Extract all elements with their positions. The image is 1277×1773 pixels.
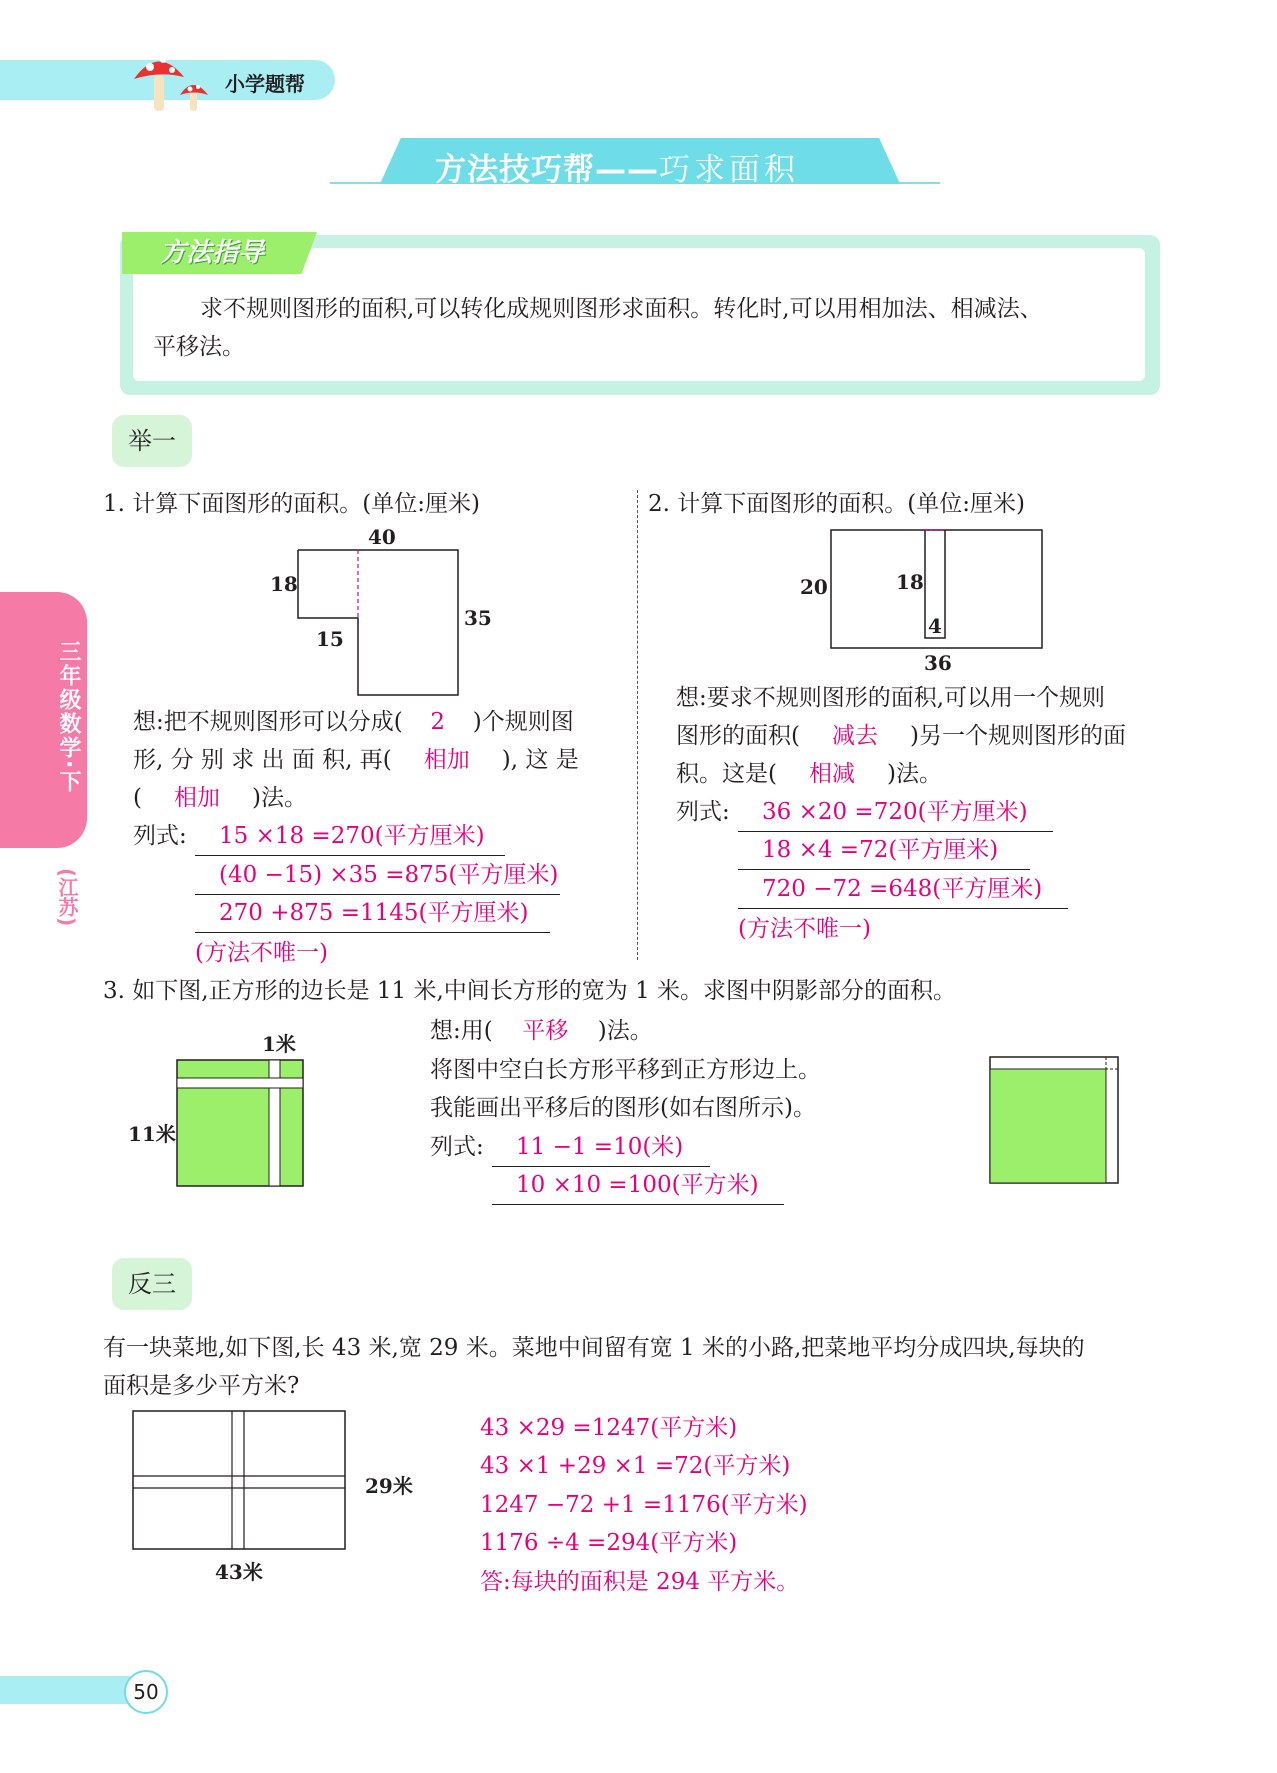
q2-line-1: 36 ×20 =720(平方厘米) — [738, 793, 1053, 832]
brand-label: 小学题帮 — [225, 72, 305, 96]
q2-think-e: )法。 — [886, 761, 942, 787]
q2-label-bottom: 36 — [924, 651, 952, 675]
mushroom-icon — [130, 45, 220, 115]
method-guide-tag: 方法指导 — [160, 238, 265, 268]
q3-line-2: 10 ×10 =100(平方米) — [492, 1166, 784, 1205]
q1-think-e: ( — [133, 785, 142, 811]
section-tag-example: 举一 — [112, 415, 192, 467]
page-number: 50 — [124, 1670, 168, 1714]
q3-line2: 将图中空白长方形平移到正方形边上。 — [430, 1057, 821, 1083]
q3-answer-figure — [988, 1055, 1123, 1185]
side-tab-grade: 三年级数学·下 — [56, 640, 81, 795]
side-tab-region: (江苏) — [55, 868, 79, 927]
q1-figure — [290, 540, 470, 700]
q1-think-line3 — [133, 779, 307, 817]
q3-line-1: 11 −1 =10(米) — [492, 1128, 710, 1167]
q2-line-3: 720 −72 =648(平方厘米) — [738, 870, 1068, 909]
q1-label-top: 40 — [368, 525, 396, 549]
q2-blank-2: 相减 — [808, 761, 855, 787]
q1-line-1: 15 ×18 =270(平方厘米) — [195, 817, 505, 856]
q1-think-d: ), 这 是 — [501, 747, 579, 773]
q3-think-a: 想:用( — [430, 1018, 493, 1044]
p1-label-bottom: 43米 — [215, 1560, 263, 1584]
p1-prompt-2: 面积是多少平方米? — [103, 1373, 300, 1399]
q1-think-f: )法。 — [251, 785, 307, 811]
q1-label-right: 35 — [464, 606, 492, 630]
q3-formula-label: 列式: — [430, 1134, 484, 1160]
q3-label-left: 11米 — [128, 1122, 176, 1146]
q1-line-3: 270 +875 =1145(平方厘米) — [195, 894, 550, 933]
q2-label-inner-w: 4 — [928, 614, 942, 638]
title-main-text: 方法技巧帮—— — [435, 152, 659, 188]
p1-line-2: 43 ×1 +29 ×1 =72(平方米) — [480, 1453, 791, 1479]
q1-blank-2: 相加 — [423, 747, 470, 773]
q1-note: (方法不唯一) — [195, 940, 328, 966]
q3-prompt: 3. 如下图,正方形的边长是 11 米,中间长方形的宽为 1 米。求图中阴影部分的面积。 — [103, 978, 957, 1004]
q2-prompt: 2. 计算下面图形的面积。(单位:厘米) — [648, 491, 1025, 517]
p1-line-1: 43 ×29 =1247(平方米) — [480, 1415, 738, 1441]
q2-think-c: )另一个规则图形的面 — [909, 723, 1126, 749]
q2-think-line3 — [676, 755, 942, 793]
method-guide-text-2: 平移法。 — [153, 334, 245, 360]
title-main — [435, 144, 799, 189]
q1-formula-label: 列式: — [133, 823, 187, 849]
p1-answer: 答:每块的面积是 294 平方米。 — [480, 1569, 800, 1595]
q2-think-line2 — [676, 717, 1126, 755]
q2-think-d: 积。这是( — [676, 761, 777, 787]
q1-think-c: 形, 分 别 求 出 面 积, 再( — [133, 747, 392, 773]
q3-think-line1 — [430, 1012, 653, 1050]
q2-note: (方法不唯一) — [738, 916, 871, 942]
q3-figure — [175, 1058, 305, 1188]
q1-think-a: 想:把不规则图形可以分成( — [133, 709, 403, 735]
q1-label-left: 18 — [270, 572, 298, 596]
q2-line-2: 18 ×4 =72(平方厘米) — [738, 831, 1030, 870]
p1-label-right: 29米 — [365, 1474, 413, 1498]
q2-think-b: 图形的面积( — [676, 723, 800, 749]
section-tag-practice: 反三 — [112, 1258, 192, 1310]
q1-prompt: 1. 计算下面图形的面积。(单位:厘米) — [103, 491, 480, 517]
q2-blank-1: 减去 — [831, 723, 878, 749]
footer-band — [0, 1676, 130, 1704]
q2-label-inner-h: 18 — [896, 570, 924, 594]
column-divider — [637, 490, 638, 960]
q3-blank: 平移 — [522, 1018, 569, 1044]
q2-formula-label: 列式: — [676, 799, 730, 825]
p1-prompt-1: 有一块菜地,如下图,长 43 米,宽 29 米。菜地中间留有宽 1 米的小路,把菜地平均分成四块,每块的 — [103, 1335, 1085, 1361]
q2-think-line1: 想:要求不规则图形的面积,可以用一个规则 — [676, 685, 1106, 711]
q3-line3: 我能画出平移后的图形(如右图所示)。 — [430, 1095, 816, 1121]
q3-label-top: 1米 — [262, 1032, 296, 1056]
q3-think-b: )法。 — [597, 1018, 653, 1044]
q1-think-line2 — [133, 741, 579, 779]
q1-blank-3: 相加 — [173, 785, 220, 811]
q1-think-line1 — [133, 703, 574, 741]
q1-label-bottom: 15 — [316, 627, 344, 651]
p1-line-4: 1176 ÷4 =294(平方米) — [480, 1530, 738, 1556]
q2-label-left: 20 — [800, 575, 828, 599]
q1-think-b: )个规则图 — [472, 709, 574, 735]
q1-line-2: (40 −15) ×35 =875(平方厘米) — [195, 856, 560, 895]
p1-line-3: 1247 −72 +1 =1176(平方米) — [480, 1492, 808, 1518]
p1-figure — [130, 1408, 350, 1553]
title-sub-text: 巧求面积 — [659, 152, 799, 188]
method-guide-text-1: 求不规则图形的面积,可以转化成规则图形求面积。转化时,可以用相加法、相减法、 — [200, 296, 1043, 322]
q1-blank-1: 2 — [430, 709, 446, 735]
